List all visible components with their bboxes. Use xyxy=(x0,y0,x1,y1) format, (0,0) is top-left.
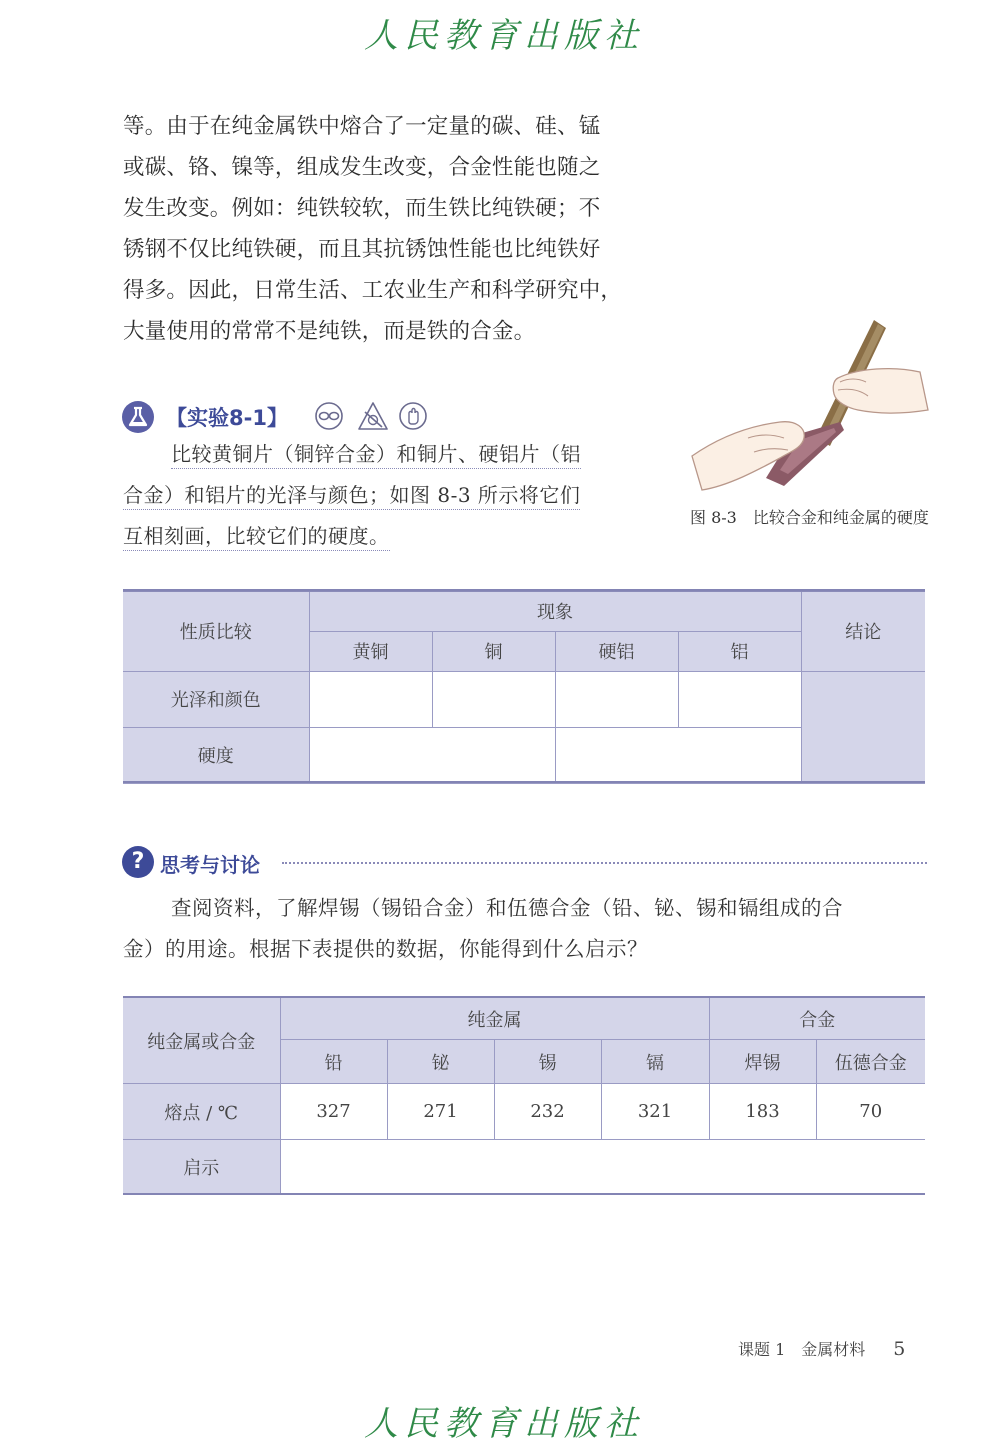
goggles-icon xyxy=(314,400,344,432)
melting-point-table xyxy=(123,997,925,1194)
think-discuss-title: 思考与讨论 xyxy=(160,853,260,877)
conclusion-header: 结论 xyxy=(801,591,925,671)
row-header: 启示 xyxy=(123,1140,280,1194)
no-eating-icon xyxy=(356,400,386,432)
intro-line: 发生改变。例如：纯铁较软，而生铁比纯铁硬；不 xyxy=(123,196,601,221)
figure-caption: 图 8-3 比较合金和纯金属的硬度 xyxy=(690,508,929,527)
intro-line: 锈钢不仅比纯铁硬，而且其抗锈蚀性能也比纯铁好 xyxy=(123,237,601,262)
melting-point-cell: 271 xyxy=(387,1084,494,1140)
melting-point-cell: 183 xyxy=(709,1084,816,1140)
page-footer xyxy=(738,1337,905,1360)
property-comparison-table xyxy=(123,590,925,784)
melting-point-cell: 232 xyxy=(494,1084,601,1140)
intro-line: 大量使用的常常不是纯铁，而是铁的合金。 xyxy=(123,319,536,344)
think-line: 查阅资料，了解焊锡（锡铅合金）和伍德合金（铅、铋、锡和镉组成的合 xyxy=(171,896,843,920)
melting-point-cell: 327 xyxy=(280,1084,387,1140)
melting-point-cell: 321 xyxy=(601,1084,709,1140)
intro-line: 或碳、铬、镍等，组成发生改变，合金性能也随之 xyxy=(123,155,601,180)
intro-line: 得多。因此，日常生活、工农业生产和科学研究中， xyxy=(123,278,623,303)
table-top-rule xyxy=(123,589,925,591)
experiment-title: 【实验8-1】 xyxy=(166,406,288,430)
flask-icon xyxy=(122,401,154,433)
row-header: 硬度 xyxy=(123,727,309,783)
column-header: 铝 xyxy=(678,631,801,671)
column-header: 锡 xyxy=(494,1040,601,1084)
table-bottom-rule xyxy=(123,1193,925,1195)
row-header: 熔点 / ℃ xyxy=(123,1084,280,1140)
table-cell-empty xyxy=(678,671,801,727)
row-header: 光泽和颜色 xyxy=(123,671,309,727)
table-cell-empty xyxy=(432,671,555,727)
publisher-watermark-top: 人民教育出版社 xyxy=(364,16,644,56)
column-header: 铅 xyxy=(280,1040,387,1084)
dotted-divider xyxy=(282,862,927,864)
pure-metal-group-header: 纯金属 xyxy=(280,998,709,1040)
melting-point-cell: 70 xyxy=(816,1084,925,1140)
column-header: 伍德合金 xyxy=(816,1040,925,1084)
table-cell-empty xyxy=(309,671,432,727)
table-corner-header: 性质比较 xyxy=(123,591,309,671)
intro-paragraph xyxy=(123,106,645,352)
column-header: 黄铜 xyxy=(309,631,432,671)
experiment-line: 比较黄铜片（铜锌合金）和铜片、硬铝片（铝 xyxy=(171,442,581,469)
table-cell-empty xyxy=(555,671,678,727)
think-discuss-text xyxy=(123,888,928,970)
table-cell-empty xyxy=(309,727,555,783)
conclusion-cell xyxy=(801,671,925,783)
experiment-line: 互相刻画，比较它们的硬度。 xyxy=(123,524,390,551)
think-discuss-header xyxy=(122,846,927,880)
publisher-watermark-bottom: 人民教育出版社 xyxy=(364,1404,644,1444)
experiment-text xyxy=(123,434,645,557)
experiment-line: 合金）和铝片的光泽与颜色；如图 8-3 所示将它们 xyxy=(123,483,580,510)
intro-line: 等。由于在纯金属铁中熔合了一定量的碳、硅、锰 xyxy=(123,114,601,139)
section-label: 课题 1 金属材料 xyxy=(738,1340,866,1359)
column-header: 铜 xyxy=(432,631,555,671)
column-header: 镉 xyxy=(601,1040,709,1084)
column-header: 铋 xyxy=(387,1040,494,1084)
table-top-rule xyxy=(123,996,925,998)
table-corner-header: 纯金属或合金 xyxy=(123,998,280,1084)
hand-wash-icon xyxy=(398,400,428,432)
page-number: 5 xyxy=(893,1338,906,1360)
think-line: 金）的用途。根据下表提供的数据，你能得到什么启示？ xyxy=(123,937,648,961)
table-group-header: 现象 xyxy=(309,591,801,631)
table-cell-empty xyxy=(555,727,801,783)
column-header: 焊锡 xyxy=(709,1040,816,1084)
table-bottom-rule xyxy=(123,781,925,783)
question-icon: ? xyxy=(122,846,154,878)
column-header: 硬铝 xyxy=(555,631,678,671)
hardness-scratch-illustration xyxy=(688,318,938,494)
alloy-group-header: 合金 xyxy=(709,998,925,1040)
hint-cell xyxy=(280,1140,925,1194)
